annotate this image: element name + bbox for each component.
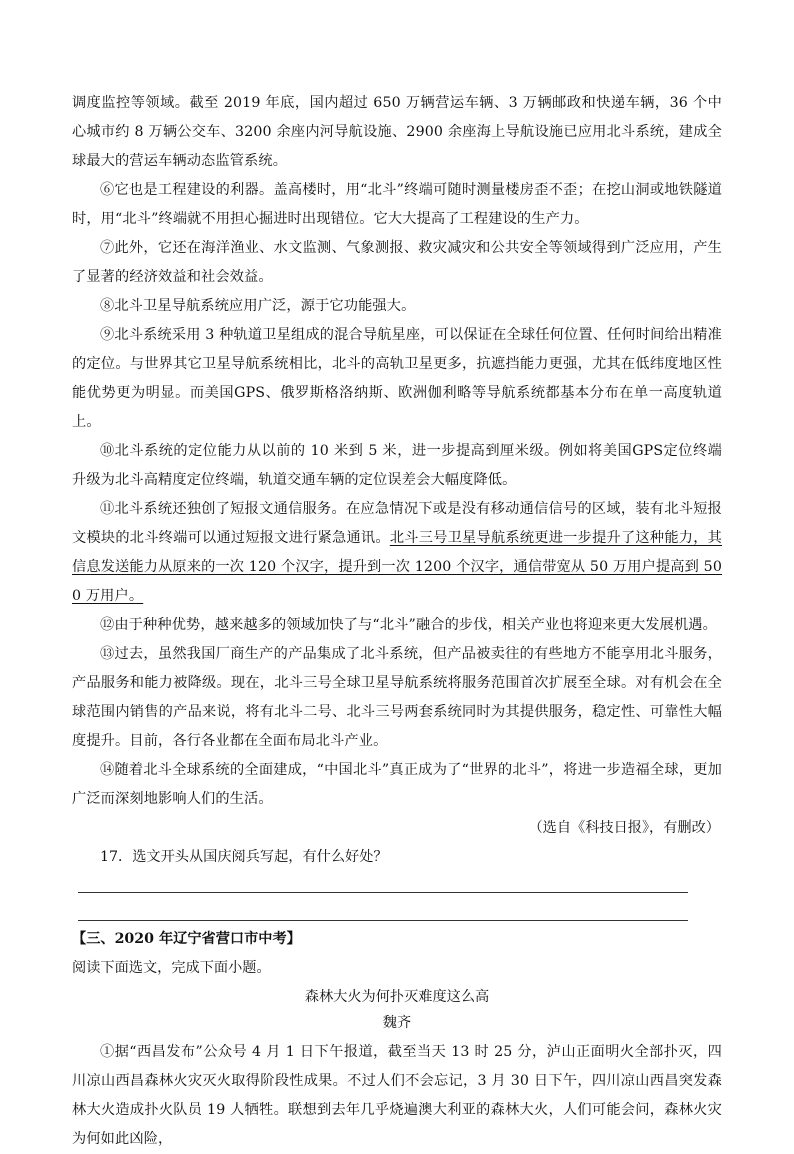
underlined-sentence: 北斗三号卫星导航系统更进一步提升了这种能力，其信息发送能力从原来的一次 120 个汉字，提升到一次 1200 个汉字，通信带宽从 50 万用户提高到 500 万用户。 xyxy=(72,530,722,604)
document-page xyxy=(72,89,722,1154)
section-heading: 【三、2020 年辽宁省营口市中考】 xyxy=(72,931,301,947)
question-17: 17．选文开头从国庆阅兵写起，有什么好处？ xyxy=(100,849,388,865)
article-title: 森林大火为何扑灭难度这么高 xyxy=(304,989,490,1005)
article-paragraph-1: ①据“西昌发布”公众号 4 月 1 日下午报道，截至当天 13 时 25 分，泸山正面明火全部扑灭，四川凉山西昌森林火灾灭火取得阶段性成果。不过人们不会忘记，3 月 30 日下午，四川凉山西昌突发森林大火造成扑火队员 19 人牺牲。联想到去年几乎烧遍澳大利亚的森林大火，人们可能会问，森林火灾为何如此凶险， xyxy=(72,1044,722,1147)
paragraph-8: ⑧北斗卫星导航系统应用广泛，源于它功能强大。 xyxy=(100,298,416,314)
paragraph-13: ⑬过去，虽然我国厂商生产的产品集成了北斗系统，但产品被卖往的有些地方不能享用北斗服务，产品服务和能力被降级。现在，北斗三号全球卫星导航系统将服务范围首次扩展至全球。对有机会在全球范围内销售的产品来说，将有北斗二号、北斗三号两套系统同时为其提供服务，稳定性、可靠性大幅度提升。目前，各行各业都在全面布局北斗产业。 xyxy=(72,646,722,749)
paragraph-10: ⑩北斗系统的定位能力从以前的 10 米到 5 米，进一步提高到厘米级。例如将美国GPS定位终端升级为北斗高精度定位终端，轨道交通车辆的定位误差会大幅度降低。 xyxy=(72,443,722,488)
reading-instruction: 阅读下面选文，完成下面小题。 xyxy=(72,960,271,976)
paragraph-12: ⑫由于种种优势，越来越多的领域加快了与“北斗”融合的步伐，相关产业也将迎来更大发展机遇。 xyxy=(100,617,717,633)
answer-line[interactable] xyxy=(78,906,688,921)
answer-line[interactable] xyxy=(78,878,688,893)
paragraph-7: ⑦此外，它还在海洋渔业、水文监测、气象测报、救灾减灾和公共安全等领域得到广泛应用，产生了显著的经济效益和社会效益。 xyxy=(72,240,722,285)
paragraph-11 xyxy=(72,495,722,611)
paragraph-9: ⑨北斗系统采用 3 种轨道卫星组成的混合导航星座，可以保证在全球任何位置、任何时间给出精准的定位。与世界其它卫星导航系统相比，北斗的高轨卫星更多，抗遮挡能力更强，尤其在低纬度地区性能优势更为明显。而美国GPS、俄罗斯格洛纳斯、欧洲伽利略等导航系统都基本分布在单一高度轨道上。 xyxy=(72,327,722,430)
paragraph-11-text: ⑪北斗系统还独创了短报文通信服务。在应急情况下或是没有移动通信信号的区域，装有北斗短报文模块的北斗终端可以通过短报文进行紧急通讯。 xyxy=(72,501,722,546)
paragraph-14: ⑭随着北斗全球系统的全面建成，“中国北斗”真正成为了“世界的北斗”，将进一步造福全球，更加广泛而深刻地影响人们的生活。 xyxy=(72,762,722,807)
paragraph-6: ⑥它也是工程建设的利器。盖高楼时，用“北斗”终端可随时测量楼房歪不歪；在挖山洞或地铁隧道时，用“北斗”终端就不用担心掘进时出现错位。它大大提高了工程建设的生产力。 xyxy=(72,182,722,227)
source-citation: （选自《科技日报》，有删改） xyxy=(528,820,720,836)
paragraph-5-continued: 调度监控等领域。截至 2019 年底，国内超过 650 万辆营运车辆、3 万辆邮政和快递车辆，36 个中心城市约 8 万辆公交车、3200 余座内河导航设施、2900 余座海上导航设施已应用北斗系统，建成全球最大的营运车辆动态监管系统。 xyxy=(72,95,722,169)
article-author: 魏齐 xyxy=(382,1015,412,1031)
